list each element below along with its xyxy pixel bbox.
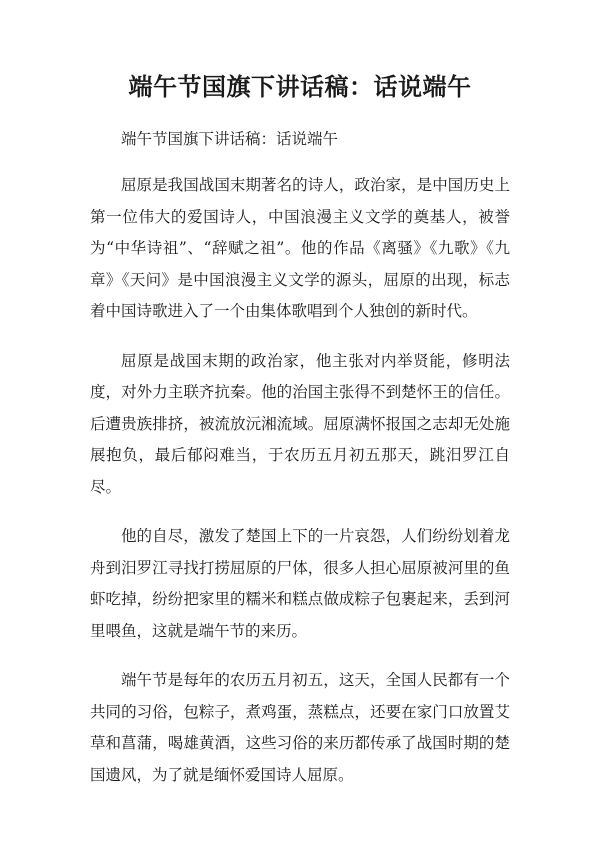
paragraph: 他的自尽，激发了楚国上下的一片哀怨，人们纷纷划着龙舟到汨罗江寻找打捞屈原的尸体，很多人担心屈原被河里的鱼虾吃掉，纷纷把家里的糯米和糕点做成粽子包裹起来，丢到河里喂鱼，这就是端午节的来历。 — [90, 527, 510, 640]
paragraph: 屈原是我国战国末期著名的诗人，政治家，是中国历史上第一位伟大的爱国诗人，中国浪漫主义文学的奠基人，被誉为“中华诗祖”、“辞赋之祖”。他的作品《离骚》《九歌》《九章》《天问》是中国浪漫主义文学的源头，屈原的出现，标志着中国诗歌进入了一个由集体歌唱到个人独创的新时代。 — [90, 176, 510, 320]
document-title: 端午节国旗下讲话稿：话说端午 — [128, 72, 472, 101]
paragraph: 端午节是每年的农历五月初五，这天，全国人民都有一个共同的习俗，包粽子，煮鸡蛋，蒸糕点，还要在家门口放置艾草和菖蒲，喝雄黄酒，这些习俗的来历都传承了战国时期的楚国遗风，为了就是缅怀爱国诗人屈原。 — [90, 671, 510, 784]
paragraph: 屈原是战国末期的政治家，他主张对内举贤能，修明法度，对外力主联齐抗秦。他的治国主张得不到楚怀王的信任。后遭贵族排挤，被流放沅湘流域。屈原满怀报国之志却无处施展抱负，最后郁闷难当，于农历五月初五那天，跳汨罗江自尽。 — [90, 351, 510, 496]
document-subtitle: 端午节国旗下讲话稿：话说端午 — [121, 130, 339, 148]
